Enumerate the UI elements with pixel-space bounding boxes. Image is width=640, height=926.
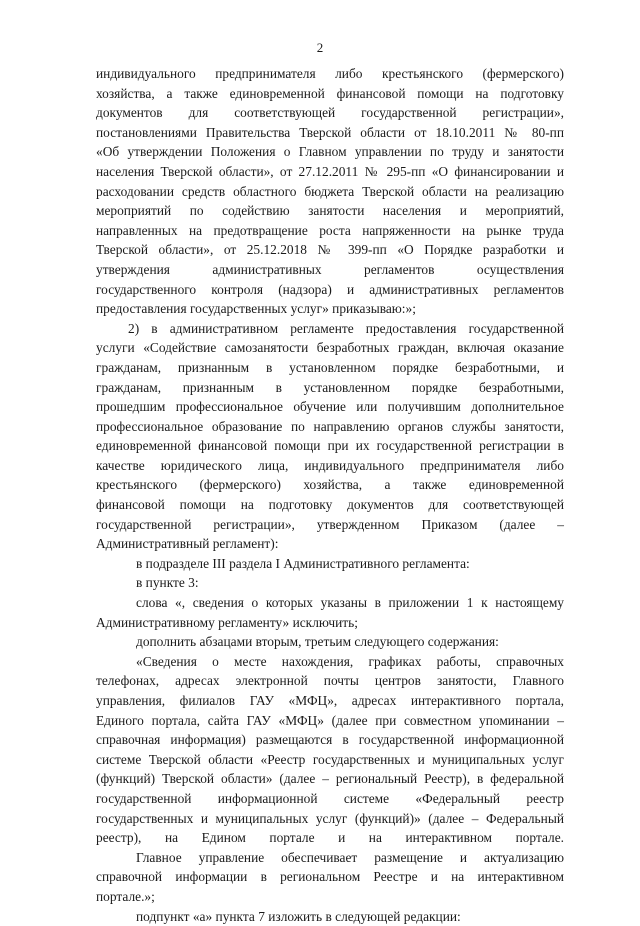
text-line: услуги «Содействие самозанятости безработных граждан, включая оказание	[96, 340, 564, 356]
text-line: постановлениями Правительства Тверской области от 18.10.2011 № 80-пп	[96, 124, 564, 140]
text-line: справочной информации в региональном Реестре и на интерактивном	[96, 869, 564, 885]
text-line: направленных на предотвращение роста напряженности на рынке труда	[96, 222, 564, 238]
text-line: предоставления государственных услуг» приказываю:»;	[96, 301, 416, 317]
text-line: мероприятий по содействию занятости населения и мероприятий,	[96, 203, 564, 219]
text-line: в подразделе III раздела I Административного регламента:	[136, 555, 470, 571]
text-line: (функций) Тверской области» (далее – региональный Реестр), в федеральной	[96, 771, 564, 787]
text-line: подпункт «а» пункта 7 изложить в следующей редакции:	[136, 908, 461, 924]
text-line: государственных и муниципальных услуг (функций)» (далее – Федеральный	[96, 810, 564, 826]
text-line: населения Тверской области», от 27.12.2011 № 295-пп «О финансировании и	[96, 163, 564, 179]
text-line: профессиональное образование по направлению органов службы занятости,	[96, 418, 564, 434]
text-line: документов для соответствующей государственной регистрации»,	[96, 105, 564, 121]
text-line: Главное управление обеспечивает размещение и актуализацию	[136, 849, 564, 865]
text-line: «Сведения о месте нахождения, графиках работы, справочных	[136, 653, 564, 669]
text-line: Административный регламент):	[96, 536, 279, 552]
text-line: качестве юридического лица, индивидуального предпринимателя либо	[96, 457, 564, 473]
text-line: Тверской области», от 25.12.2018 № 399-пп «О Порядке разработки и	[96, 242, 564, 258]
text-line: дополнить абзацами вторым, третьим следующего содержания:	[136, 634, 499, 650]
text-line: гражданам, признанным в установленном порядке безработными,	[96, 379, 564, 395]
text-line: слова «, сведения о которых указаны в приложении 1 к настоящему	[136, 595, 564, 611]
text-line: системе Тверской области «Реестр государственных и муниципальных услуг	[96, 751, 564, 767]
text-line: 2) в административном регламенте предоставления государственной	[128, 320, 564, 336]
text-line: индивидуального предпринимателя либо крестьянского (фермерского)	[96, 66, 564, 81]
text-line: Единого портала, сайта ГАУ «МФЦ» (далее при совместном упоминании –	[96, 712, 564, 728]
text-line: Административному регламенту» исключить;	[96, 614, 358, 630]
text-line: крестьянского (фермерского) хозяйства, а также единовременной	[96, 477, 564, 493]
text-line: «Об утверждении Положения о Главном управлении по труду и занятости	[96, 144, 564, 160]
text-line: управления, филиалов ГАУ «МФЦ», адресах интерактивного портала,	[96, 693, 564, 708]
text-line: утверждения административных регламентов осуществления	[96, 261, 564, 277]
text-line: государственной информационной системе «Федеральный реестр	[96, 790, 564, 806]
text-line: гражданам, признанным в установленном порядке безработными, и	[96, 359, 564, 375]
text-line: портале.»;	[96, 888, 155, 904]
text-line: государственной регистрации», утвержденном Приказом (далее –	[96, 516, 564, 532]
text-line: хозяйства, а также единовременной финансовой помощи на подготовку	[96, 85, 564, 101]
text-line: в пункте 3:	[136, 575, 199, 591]
text-line: единовременной финансовой помощи при их государственной регистрации в	[96, 438, 564, 454]
document-body	[96, 64, 564, 926]
text-line: финансовой помощи на подготовку документов для соответствующей	[96, 497, 564, 513]
text-line: государственного контроля (надзора) и административных регламентов	[96, 281, 564, 297]
text-line: телефонах, адресах электронной почты центров занятости, Главного	[96, 673, 564, 689]
text-line: реестр), на Едином портале и на интерактивном портале.	[96, 830, 564, 846]
text-line: расходовании средств областного бюджета Тверской области на реализацию	[96, 183, 564, 199]
page-number: 2	[316, 40, 324, 55]
text-line: справочная информация) размещаются в государственной информационной	[96, 732, 564, 748]
text-line: прошедшим профессиональное обучение или получившим дополнительное	[96, 399, 564, 415]
